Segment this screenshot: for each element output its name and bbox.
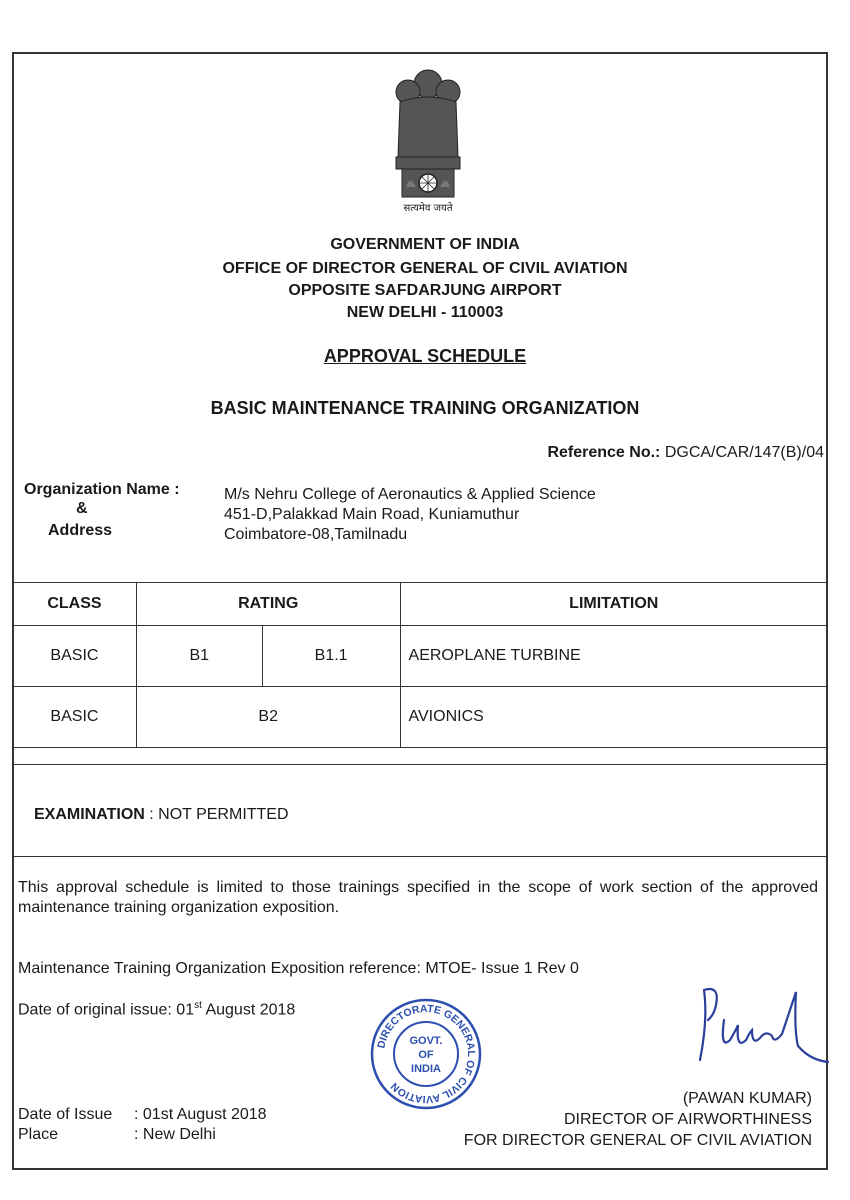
examination-value: : NOT PERMITTED: [149, 806, 289, 823]
reference-label: Reference No.:: [547, 444, 661, 461]
reference-value: DGCA/CAR/147(B)/04: [664, 444, 824, 461]
cell-rating-a: B1: [136, 626, 262, 687]
stamp-ring-text: DIRECTORATE GENERAL OF CIVIL AVIATION: [375, 1002, 478, 1106]
section-divider: [12, 856, 828, 857]
table-row: [13, 687, 828, 748]
table-header-row: [13, 583, 828, 626]
org-address-line-1: 451-D,Palakkad Main Road, Kuniamuthur: [224, 506, 520, 523]
signatory-for: FOR DIRECTOR GENERAL OF CIVIL AVIATION: [463, 1132, 812, 1149]
header-class: CLASS: [13, 583, 137, 626]
org-label-3: Address: [48, 522, 113, 539]
table-spacer-row: [13, 748, 828, 765]
org-address-line-2: Coimbatore-08,Tamilnadu: [224, 526, 408, 543]
signatory-name: (PAWAN KUMAR): [682, 1090, 812, 1107]
issue-date-value: : 01st August 2018: [134, 1106, 267, 1123]
org-label-2: &: [76, 500, 88, 517]
state-emblem-icon: [378, 62, 478, 222]
dgca-stamp: [370, 998, 482, 1110]
cell-rating-b: B1.1: [262, 626, 400, 687]
mtoe-reference: Maintenance Training Organization Exposition reference: MTOE- Issue 1 Rev 0: [18, 960, 579, 977]
stamp-line-3: INDIA: [411, 1063, 441, 1075]
place-label: Place: [18, 1126, 59, 1143]
header-line-3: OPPOSITE SAFDARJUNG AIRPORT: [288, 282, 562, 299]
header-line-2: OFFICE OF DIRECTOR GENERAL OF CIVIL AVIATION: [222, 260, 628, 277]
place-value: : New Delhi: [134, 1126, 216, 1143]
issue-date-label: Date of Issue: [18, 1106, 113, 1123]
cell-limitation: AEROPLANE TURBINE: [400, 626, 827, 687]
cell-class: BASIC: [13, 626, 137, 687]
header-line-4: NEW DELHI - 110003: [346, 304, 504, 321]
scope-paragraph: This approval schedule is limited to those trainings specified in the scope of work section of the approved maintenance training organization exposition.: [18, 879, 818, 916]
emblem-motto: सत्यमेव जयते: [403, 203, 453, 214]
cell-class: BASIC: [13, 687, 137, 748]
header-rating: RATING: [136, 583, 400, 626]
stamp-line-2: OF: [418, 1049, 434, 1061]
cell-rating: B2: [136, 687, 400, 748]
page-title: APPROVAL SCHEDULE: [323, 346, 527, 366]
signature-icon: [690, 980, 830, 1070]
reference-number: [547, 444, 824, 462]
examination-label: EXAMINATION: [34, 806, 145, 823]
org-name: M/s Nehru College of Aeronautics & Applied Science: [224, 486, 596, 503]
org-label-1: Organization Name :: [24, 481, 180, 498]
header-limitation: LIMITATION: [400, 583, 827, 626]
cell-limitation: AVIONICS: [400, 687, 827, 748]
table-row: [13, 626, 828, 687]
examination-line: [34, 806, 289, 824]
signatory-title: DIRECTOR OF AIRWORTHINESS: [563, 1111, 812, 1128]
approval-schedule-table: [12, 582, 828, 765]
stamp-line-1: GOVT.: [409, 1035, 443, 1047]
header-line-1: GOVERNMENT OF INDIA: [330, 236, 520, 253]
original-issue-date: Date of original issue: 01st August 2018: [18, 1000, 296, 1019]
page-subtitle: BASIC MAINTENANCE TRAINING ORGANIZATION: [210, 398, 640, 418]
